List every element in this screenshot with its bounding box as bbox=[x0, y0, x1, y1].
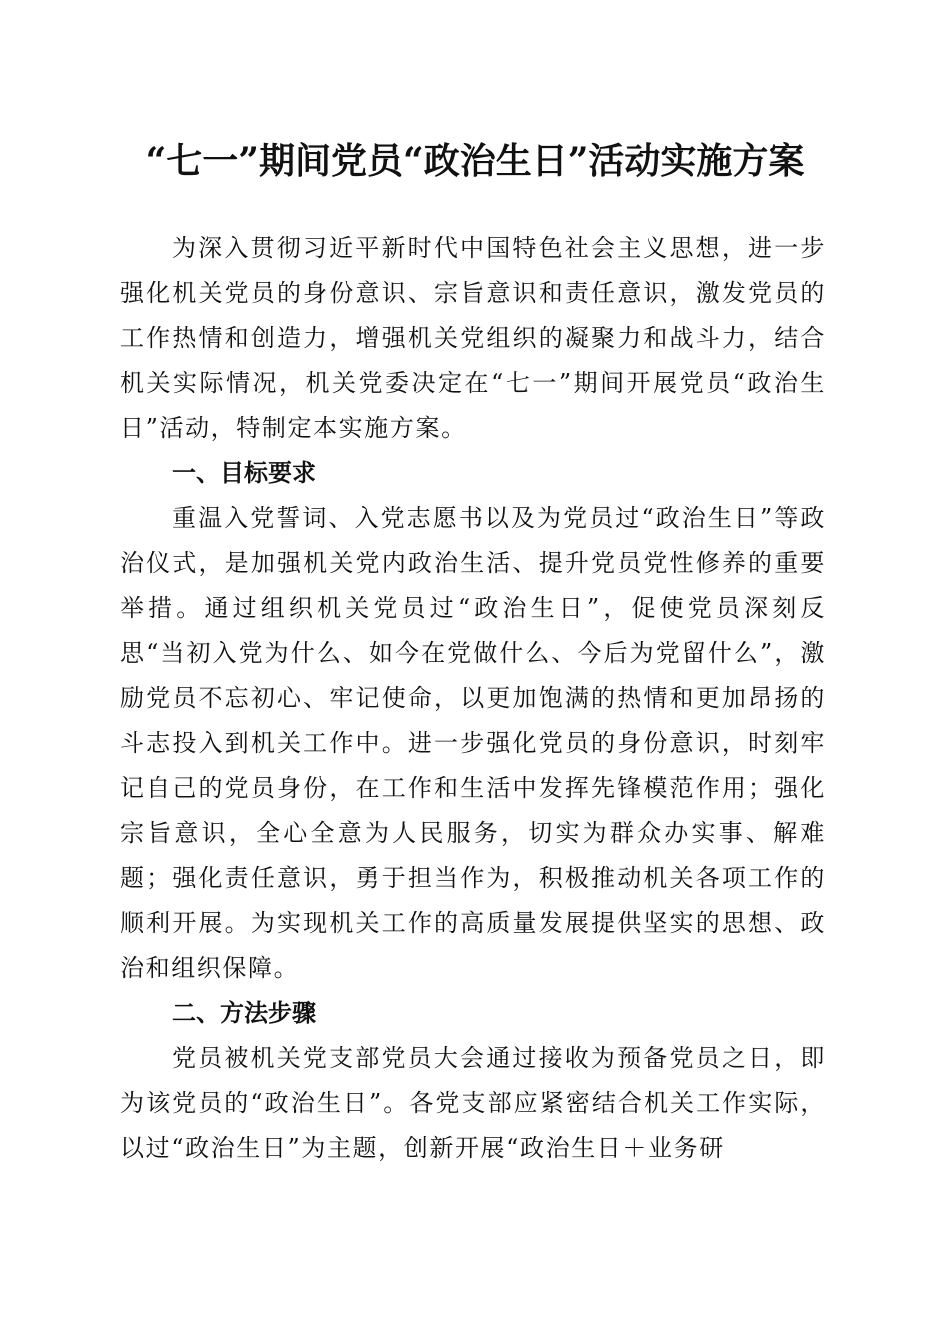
section-heading-methods: 二、方法步骤 bbox=[172, 999, 316, 1027]
methods-paragraph: 党员被机关党支部党员大会通过接收为预备党员之日，即为该党员的“政治生日”。各党支部应紧密结合机关工作实际，以过“政治生日”为主题，创新开展“政治生日＋业务研 bbox=[120, 1044, 826, 1162]
section-heading-goals: 一、目标要求 bbox=[172, 459, 316, 487]
document-title: “七一”期间党员“政治生日”活动实施方案 bbox=[145, 140, 805, 182]
document-body bbox=[120, 226, 826, 1171]
intro-paragraph: 为深入贯彻习近平新时代中国特色社会主义思想，进一步强化机关党员的身份意识、宗旨意识和责任意识，激发党员的工作热情和创造力，增强机关党组织的凝聚力和战斗力，结合机关实际情况，机关党委决定在“七一”期间开展党员“政治生日”活动，特制定本实施方案。 bbox=[120, 234, 826, 442]
goals-paragraph: 重温入党誓词、入党志愿书以及为党员过“政治生日”等政治仪式，是加强机关党内政治生活、提升党员党性修养的重要举措。通过组织机关党员过“政治生日”，促使党员深刻反思“当初入党为什么、如今在党做什么、今后为党留什么”，激励党员不忘初心、牢记使命，以更加饱满的热情和更加昂扬的斗志投入到机关工作中。进一步强化党员的身份意识，时刻牢记自己的党员身份，在工作和生活中发挥先锋模范作用；强化宗旨意识，全心全意为人民服务，切实为群众办实事、解难题；强化责任意识，勇于担当作为，积极推动机关各项工作的顺利开展。为实现机关工作的高质量发展提供坚实的思想、政治和组织保障。 bbox=[120, 504, 826, 982]
